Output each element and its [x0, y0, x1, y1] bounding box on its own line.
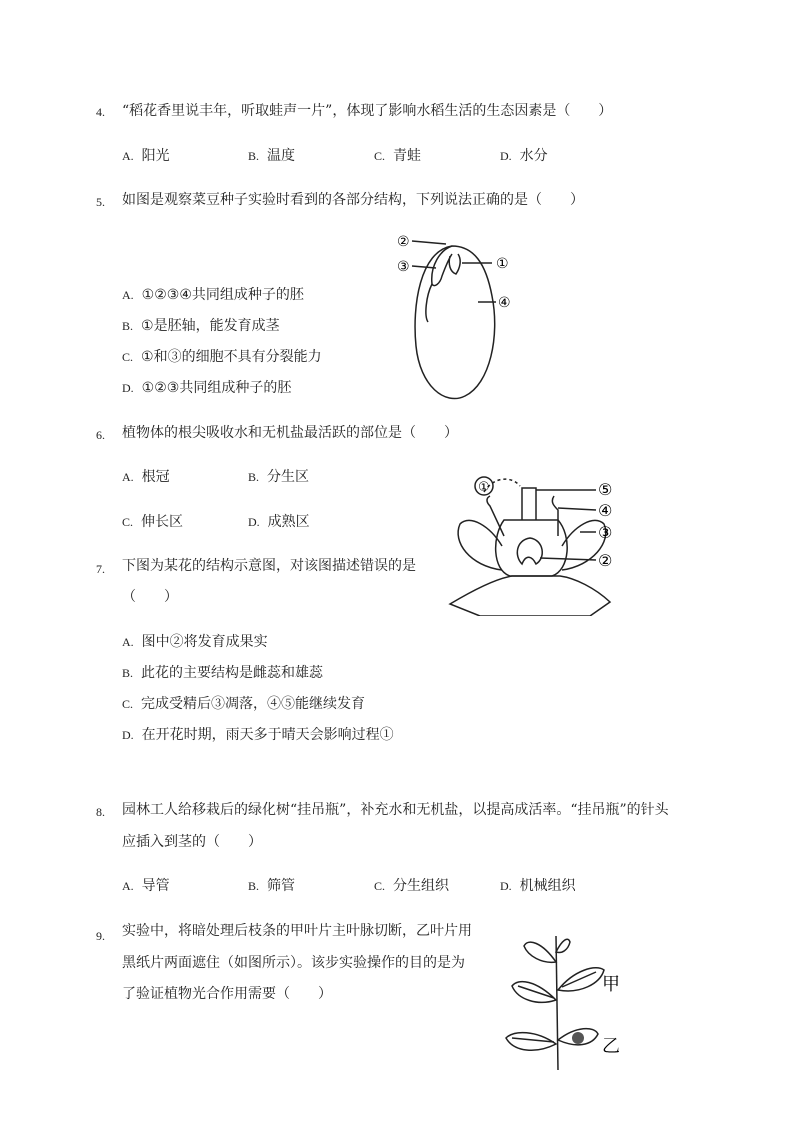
black-paper-cover: [572, 1032, 584, 1044]
q4-option-d: [500, 147, 548, 165]
label-1: ①: [478, 480, 490, 495]
leaf-top-left: [524, 942, 556, 962]
option-text: 温度: [267, 148, 296, 164]
q5-stem: 如图是观察菜豆种子实验时看到的各部分结构，下列说法正确的是（ ）: [122, 192, 584, 208]
q4-option-a: [122, 147, 170, 165]
option-text: 在开花时期，雨天多于晴天会影响过程①: [141, 727, 394, 743]
option-letter: D.: [500, 879, 512, 893]
q8-option-a: [122, 877, 170, 895]
option-letter: A.: [122, 879, 134, 893]
q7-stem-line1: 下图为某花的结构示意图，对该图描述错误的是: [122, 558, 416, 574]
q6-option-a: [122, 468, 170, 486]
option-letter: D.: [500, 149, 512, 163]
label-5: ⑤: [598, 480, 613, 499]
option-letter: B.: [248, 149, 260, 163]
stem: [556, 936, 558, 1070]
label-4: ④: [598, 501, 613, 520]
option-letter: A.: [122, 149, 134, 163]
option-letter: D.: [122, 728, 134, 742]
option-text: 完成受精后③凋落，④⑤能继续发育: [141, 696, 366, 712]
q7-number: 7.: [96, 562, 105, 576]
q6-number: 6.: [96, 428, 105, 442]
q4-option-c: [374, 147, 421, 165]
option-letter: A.: [122, 635, 134, 649]
option-letter: B.: [248, 470, 260, 484]
q4-number: 4.: [96, 105, 105, 119]
option-text: 图中②将发育成果实: [141, 634, 268, 650]
q7-option-a: [122, 633, 268, 651]
q5-option-a: [122, 286, 304, 304]
q5-option-c: [122, 348, 322, 366]
option-letter: C.: [122, 515, 134, 529]
q7-option-b: [122, 664, 323, 682]
option-text: ①②③④共同组成种子的胚: [141, 287, 304, 303]
ovary: [496, 520, 568, 576]
label-4: ④: [498, 295, 511, 311]
embryo-axis: [426, 284, 432, 322]
stamen-right: [552, 496, 558, 536]
q7-option-c: [122, 695, 365, 713]
option-letter: C.: [374, 879, 386, 893]
option-text: ①和③的细胞不具有分裂能力: [141, 349, 322, 365]
option-text: ①②③共同组成种子的胚: [141, 380, 292, 396]
option-letter: D.: [248, 515, 260, 529]
ovule: [517, 538, 542, 564]
option-letter: D.: [122, 381, 134, 395]
q6-stem: 植物体的根尖吸收水和无机盐最活跃的部位是（ ）: [122, 425, 458, 441]
q8-option-b: [248, 877, 295, 895]
q8-number: 8.: [96, 805, 105, 819]
seed-coat-outline: [415, 246, 495, 399]
q8-stem-line2: 应插入到茎的（ ）: [122, 834, 262, 850]
q7-stem-line2: （ ）: [122, 589, 178, 605]
label-1: ①: [496, 256, 509, 272]
option-letter: A.: [122, 288, 134, 302]
label-3: ③: [397, 259, 410, 275]
option-letter: B.: [122, 666, 134, 680]
option-text: 分生组织: [393, 878, 450, 894]
label-2: ②: [397, 234, 410, 250]
q6-option-d: [248, 513, 310, 531]
q4-stem: “稻花香里说丰年，听取蛙声一片”，体现了影响水稻生活的生态因素是（ ）: [122, 103, 613, 119]
q8-option-c: [374, 877, 449, 895]
label-3: ③: [598, 523, 613, 542]
option-letter: B.: [122, 319, 134, 333]
style: [522, 488, 536, 520]
option-text: 此花的主要结构是雌蕊和雄蕊: [141, 665, 324, 681]
option-letter: B.: [248, 879, 260, 893]
q6-option-b: [248, 468, 309, 486]
q9-stem-line2: 黑纸片两面遮住（如图所示）。该步实验操作的目的是为: [122, 955, 465, 971]
label-yi: 乙: [602, 1036, 620, 1057]
leaf-vein: [518, 986, 554, 998]
leaf-top-right: [556, 939, 570, 952]
option-letter: C.: [122, 350, 134, 364]
q5-option-d: [122, 379, 291, 397]
leader-line: [558, 508, 596, 510]
option-letter: A.: [122, 470, 134, 484]
q9-stem-line3: 了验证植物光合作用需要（ ）: [122, 986, 332, 1002]
q6-option-c: [122, 513, 183, 531]
option-text: 成熟区: [267, 514, 310, 530]
option-text: 阳光: [141, 148, 170, 164]
q9-stem-line1: 实验中，将暗处理后枝条的甲叶片主叶脉切断，乙叶片用: [122, 923, 472, 939]
label-2: ②: [598, 551, 613, 570]
option-text: 伸长区: [141, 514, 184, 530]
leaf-branch-figure: [492, 932, 632, 1072]
label-jia: 甲: [602, 974, 620, 995]
q8-option-d: [500, 877, 576, 895]
option-text: 分生区: [267, 469, 310, 485]
option-text: 导管: [141, 878, 170, 894]
bean-seed-figure: [390, 226, 530, 416]
option-text: 筛管: [267, 878, 296, 894]
option-letter: C.: [122, 697, 134, 711]
q8-stem-line1: 园林工人给移栽后的绿化树“挂吊瓶”，补充水和无机盐，以提高成活率。“挂吊瓶”的针头: [122, 802, 669, 818]
leader-line: [412, 266, 436, 268]
q9-number: 9.: [96, 929, 105, 943]
option-text: 青蛙: [393, 148, 422, 164]
option-letter: C.: [374, 149, 386, 163]
flower-structure-figure: [440, 466, 630, 616]
option-text: 水分: [519, 148, 548, 164]
q5-option-b: [122, 317, 280, 335]
leader-line: [540, 558, 596, 560]
option-text: 机械组织: [519, 878, 576, 894]
q7-option-d: [122, 726, 394, 744]
option-text: 根冠: [141, 469, 170, 485]
receptacle: [450, 576, 610, 616]
option-text: ①是胚轴，能发育成茎: [141, 318, 280, 334]
leader-line: [412, 241, 446, 244]
q5-number: 5.: [96, 195, 105, 209]
q4-option-b: [248, 147, 295, 165]
